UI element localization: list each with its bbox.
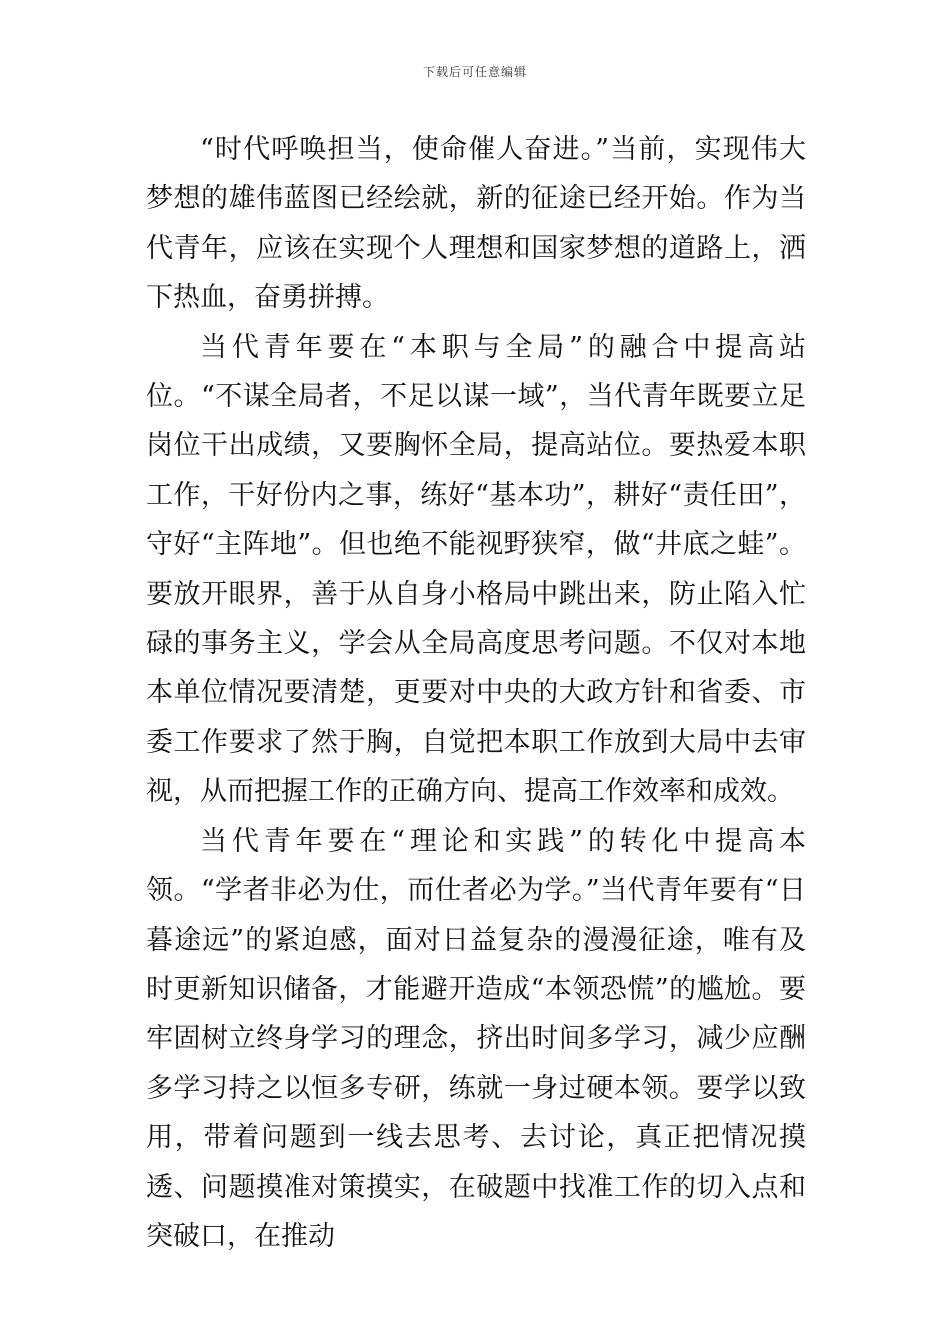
document-body xyxy=(146,125,806,1261)
paragraph-2: 当代青年要在“本职与全局”的融合中提高站位。“不谋全局者，不足以谋一域”，当代青年既要立足岗位干出成绩，又要胸怀全局，提高站位。要热爱本职工作，干好份内之事，练好“基本功”，耕好“责任田”，守好“主阵地”。但也绝不能视野狭窄，做“井底之蛙”。要放开眼界，善于从自身小格局中跳出来，防止陷入忙碌的事务主义，学会从全局高度思考问题。不仅对本地本单位情况要清楚，更要对中央的大政方针和省委、市委工作要求了然于胸，自觉把本职工作放到大局中去审视，从而把握工作的正确方向、提高工作效率和成效。 xyxy=(146,331,806,808)
paragraph-1: “时代呼唤担当，使命催人奋进。”当前，实现伟大梦想的雄伟蓝图已经绘就，新的征途已经开始。作为当代青年，应该在实现个人理想和国家梦想的道路上，洒下热血，奋勇拼搏。 xyxy=(146,134,806,314)
paragraph-3: 当代青年要在“理论和实践”的转化中提高本领。“学者非必为仕，而仕者必为学。”当代青年要有“日暮途远”的紧迫感，面对日益复杂的漫漫征途，唯有及时更新知识储备，才能避开造成“本领恐慌”的尴尬。要牢固树立终身学习的理念，挤出时间多学习，减少应酬多学习持之以恒多专研，练就一身过硬本领。要学以致用，带着问题到一线去思考、去讨论，真正把情况摸透、问题摸准对策摸实，在破题中找准工作的切入点和突破口，在推动 xyxy=(146,825,806,1252)
page-header: 下载后可任意编辑 xyxy=(422,65,527,79)
